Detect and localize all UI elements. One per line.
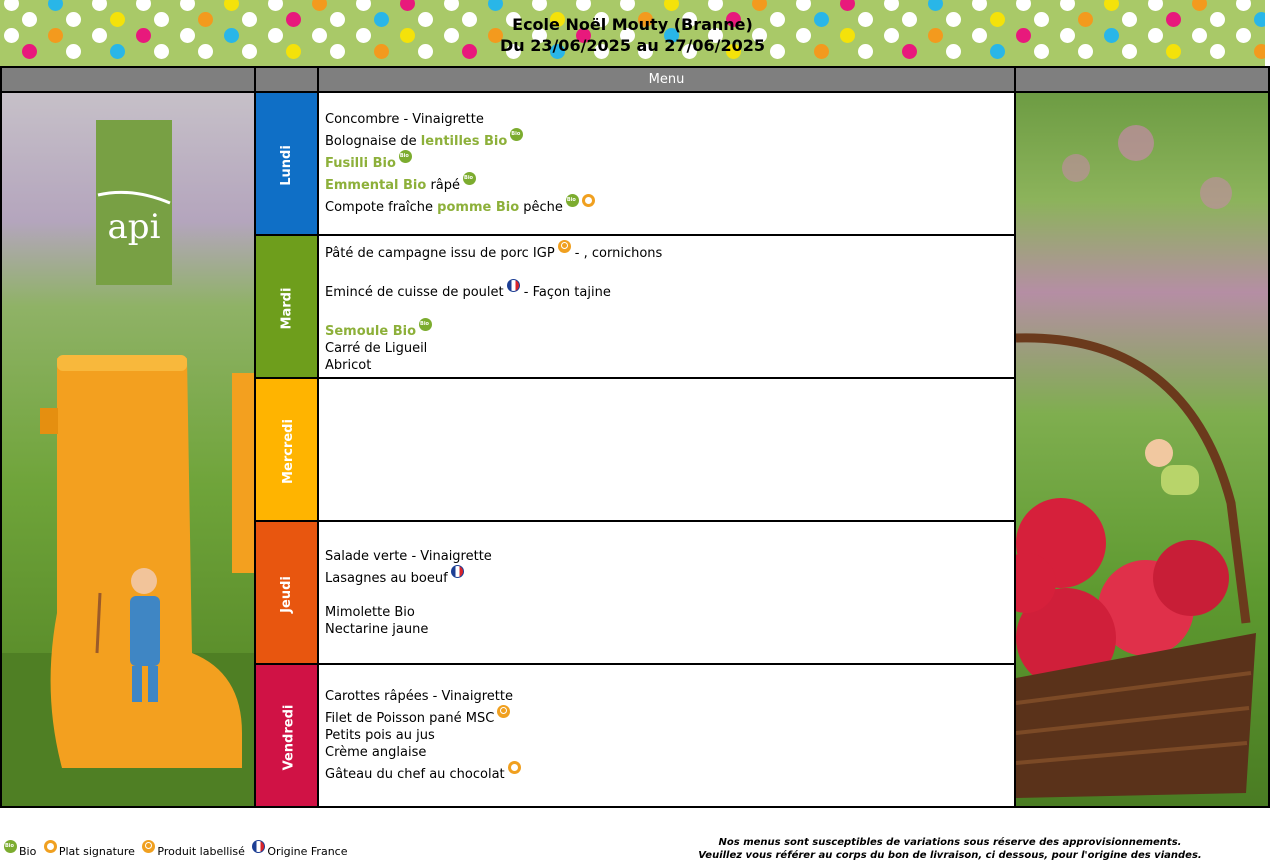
dish-text: Emincé de cuisse de poulet bbox=[325, 284, 504, 300]
day-label-cell bbox=[255, 664, 318, 807]
day-label: Mercredi bbox=[280, 419, 296, 484]
polka-dot bbox=[1016, 0, 1031, 11]
polka-dot bbox=[1192, 0, 1207, 11]
menu-item bbox=[325, 240, 1008, 262]
dish-text: Gâteau du chef au chocolat bbox=[325, 767, 505, 782]
bio-icon bbox=[419, 318, 432, 331]
left-boots-illustration bbox=[1, 92, 255, 807]
menu-item bbox=[325, 128, 1008, 150]
day-label-cell bbox=[255, 521, 318, 664]
bio-icon bbox=[399, 150, 412, 163]
dish-text: - , cornichons bbox=[570, 245, 663, 261]
menu-column-header: Menu bbox=[318, 67, 1015, 92]
polka-dot bbox=[620, 0, 635, 11]
polka-dot bbox=[532, 0, 547, 11]
right-apple-basket-illustration bbox=[1015, 92, 1269, 807]
dish-text: Lasagnes au boeuf bbox=[325, 570, 448, 586]
polka-dot bbox=[972, 0, 987, 11]
menu-item bbox=[325, 548, 1008, 565]
line-spacer bbox=[325, 301, 1008, 318]
polka-dot bbox=[752, 0, 767, 11]
dish-text: Compote fraîche bbox=[325, 200, 438, 215]
menu-item bbox=[325, 705, 1008, 727]
polka-dot bbox=[1104, 0, 1119, 11]
bio-icon bbox=[566, 194, 579, 207]
dish-text: Carré de Ligueil bbox=[325, 340, 428, 356]
polka-dot bbox=[1148, 0, 1163, 11]
dish-text: - Façon tajine bbox=[519, 284, 611, 300]
header-banner bbox=[0, 0, 1265, 66]
polka-dot bbox=[576, 0, 591, 11]
label-icon bbox=[497, 705, 510, 718]
menu-item bbox=[325, 688, 1008, 705]
polka-dot bbox=[664, 0, 679, 11]
polka-dot bbox=[48, 0, 63, 11]
day-label: Jeudi bbox=[278, 576, 294, 613]
polka-dot bbox=[136, 0, 151, 11]
signature-icon bbox=[44, 840, 57, 853]
school-name: Ecole Noël Mouty (Branne) bbox=[512, 15, 753, 34]
polka-dot bbox=[708, 0, 723, 11]
organic-ingredient: pomme Bio bbox=[437, 200, 520, 215]
polka-dot bbox=[224, 0, 239, 11]
api-logo-text: api bbox=[107, 207, 161, 247]
polka-dot bbox=[796, 0, 811, 11]
dish-text: Petits pois au jus bbox=[325, 728, 435, 743]
menu-item bbox=[325, 604, 1008, 621]
menu-cell-vendredi bbox=[318, 664, 1015, 807]
polka-dot bbox=[356, 0, 371, 11]
france-flag-icon bbox=[507, 279, 520, 292]
dish-text: Filet de Poisson pané MSC bbox=[325, 711, 495, 726]
organic-ingredient: lentilles Bio bbox=[420, 134, 508, 149]
polka-dot bbox=[180, 0, 195, 11]
dish-text: Carottes râpées - Vinaigrette bbox=[325, 689, 513, 704]
menu-cell-jeudi bbox=[318, 521, 1015, 664]
menu-cell-lundi bbox=[318, 92, 1015, 235]
legend-item-france: Origine France bbox=[252, 845, 347, 858]
line-spacer bbox=[325, 262, 1008, 279]
dish-text: pêche bbox=[519, 200, 563, 215]
polka-dot bbox=[400, 0, 415, 11]
polka-dot bbox=[884, 0, 899, 11]
menu-cell-mercredi bbox=[318, 378, 1015, 521]
polka-dot bbox=[4, 0, 19, 11]
menu-item bbox=[325, 194, 1008, 216]
header-right-blank bbox=[1015, 67, 1269, 92]
label-icon bbox=[142, 840, 155, 853]
organic-ingredient: Semoule Bio bbox=[325, 323, 417, 339]
bio-icon bbox=[4, 840, 17, 853]
disclaimer-note bbox=[640, 836, 1260, 861]
france-flag-icon bbox=[252, 840, 265, 853]
menu-item bbox=[325, 727, 1008, 744]
header-left-blank bbox=[1, 67, 255, 92]
polka-dot bbox=[840, 0, 855, 11]
menu-item bbox=[325, 761, 1008, 783]
bio-icon bbox=[463, 172, 476, 185]
organic-ingredient: Emmental Bio bbox=[325, 178, 427, 193]
disclaimer-line-2: Veuillez vous référer au corps du bon de livraison, ci dessous, pour l'origine des viandes. bbox=[698, 850, 1202, 861]
polka-dot bbox=[1236, 0, 1251, 11]
polka-dot bbox=[928, 0, 943, 11]
line-spacer bbox=[325, 587, 1008, 604]
signature-icon bbox=[508, 761, 521, 774]
apple-basket-image bbox=[1016, 93, 1268, 806]
dish-text: râpé bbox=[426, 178, 461, 193]
day-row-lundi bbox=[1, 92, 1269, 235]
boots-image bbox=[2, 93, 254, 806]
polka-dot bbox=[268, 0, 283, 11]
menu-cell-mardi bbox=[318, 235, 1015, 378]
menu-item bbox=[325, 172, 1008, 194]
table-header-row bbox=[1, 67, 1269, 92]
organic-ingredient: Fusilli Bio bbox=[325, 156, 396, 171]
polka-dot bbox=[312, 0, 327, 11]
day-label: Mardi bbox=[278, 287, 294, 330]
day-label-cell bbox=[255, 235, 318, 378]
dish-text: Mimolette Bio bbox=[325, 604, 415, 620]
day-label-cell bbox=[255, 378, 318, 521]
disclaimer-line-1: Nos menus sont susceptibles de variations sous réserve des approvisionnements. bbox=[718, 837, 1182, 848]
menu-item bbox=[325, 150, 1008, 172]
bio-icon bbox=[510, 128, 523, 141]
menu-item bbox=[325, 357, 1008, 374]
weekly-menu-table bbox=[0, 66, 1270, 808]
legend-item-signature: Plat signature bbox=[44, 845, 135, 858]
menu-item bbox=[325, 318, 1008, 340]
api-logo-icon bbox=[96, 120, 172, 285]
legend-item-label: Produit labellisé bbox=[142, 845, 244, 858]
page-title bbox=[0, 14, 1265, 56]
menu-item bbox=[325, 621, 1008, 638]
menu-item bbox=[325, 565, 1008, 587]
header-day-blank bbox=[255, 67, 318, 92]
signature-icon bbox=[582, 194, 595, 207]
dish-text: Pâté de campagne issu de porc IGP bbox=[325, 245, 555, 261]
dish-text: Concombre - Vinaigrette bbox=[325, 112, 484, 127]
dish-text: Nectarine jaune bbox=[325, 621, 429, 637]
menu-period: Du 23/06/2025 au 27/06/2025 bbox=[499, 36, 766, 55]
menu-item bbox=[325, 111, 1008, 128]
dish-text: Bolognaise de bbox=[325, 134, 421, 149]
day-label-cell bbox=[255, 92, 318, 235]
polka-dot bbox=[92, 0, 107, 11]
menu-item bbox=[325, 744, 1008, 761]
dish-text: Abricot bbox=[325, 357, 372, 373]
label-icon bbox=[558, 240, 571, 253]
polka-dot bbox=[488, 0, 503, 11]
day-label: Lundi bbox=[279, 145, 294, 186]
polka-dot bbox=[1060, 0, 1075, 11]
dish-text: Salade verte - Vinaigrette bbox=[325, 548, 492, 564]
menu-item bbox=[325, 340, 1008, 357]
france-flag-icon bbox=[451, 565, 464, 578]
legend-item-bio: BioBio bbox=[4, 845, 36, 858]
day-label: Vendredi bbox=[281, 704, 297, 771]
legend bbox=[4, 840, 351, 860]
dish-text: Crème anglaise bbox=[325, 745, 427, 760]
menu-item bbox=[325, 279, 1008, 301]
polka-dot bbox=[444, 0, 459, 11]
